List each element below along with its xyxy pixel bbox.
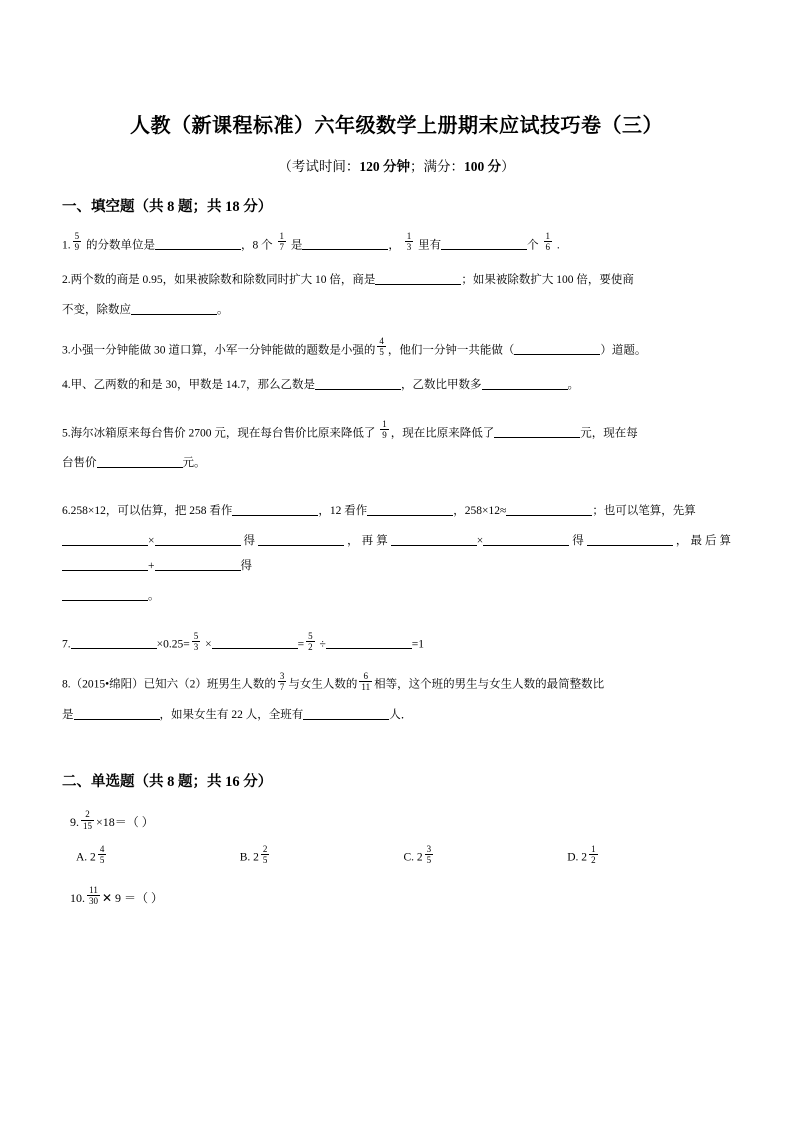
exam-meta <box>62 158 731 177</box>
q8-text-5: ，如果女生有 22 人，全班有 <box>159 708 304 721</box>
q6-blank-9[interactable] <box>587 534 673 546</box>
q8-text-4: 是 <box>62 708 74 721</box>
q6-text-3: ，258×12≈ <box>453 504 507 517</box>
exam-meta-prefix: （考试时间： <box>278 159 360 174</box>
q9-option-b-label: B. 2 <box>239 851 259 864</box>
q8-blank-2[interactable] <box>303 708 389 720</box>
q1-text-5: 里有 <box>415 238 442 251</box>
section-heading-multiple-choice <box>62 772 731 794</box>
section1-suffix: 分） <box>239 198 273 215</box>
q8-text-2: 与女生人数的 <box>288 678 358 691</box>
q7-text-5: =1 <box>411 638 425 651</box>
q6-blank-10[interactable] <box>62 559 148 571</box>
q4-text-2: ，乙数比甲数多 <box>401 378 482 391</box>
q2-text-4: 。 <box>217 303 229 316</box>
q6-blank-4[interactable] <box>62 534 148 546</box>
q8-text-3: 相等，这个班的男生与女生人数的最简整数比 <box>374 678 605 691</box>
q6-text-11: + <box>148 560 155 573</box>
section2-mid: 题；共 <box>174 774 226 791</box>
q6-text-1: 258×12，可以估算，把 258 看作 <box>70 504 233 517</box>
q5-fraction: $\frac{1}{9}$ <box>382 419 387 441</box>
q4-number: 4. <box>62 378 71 391</box>
q6-text-13: 。 <box>148 590 160 603</box>
q9-option-b[interactable] <box>240 845 404 869</box>
exam-total-score: 100 分 <box>464 159 502 174</box>
q7-text-2: × <box>202 638 212 651</box>
question-2-cont <box>62 298 731 324</box>
q1-number: 1. <box>62 238 71 251</box>
q6-text-2: ，12 看作 <box>318 504 368 517</box>
q6-blank-2[interactable] <box>367 504 453 516</box>
q9-option-c[interactable] <box>404 845 568 869</box>
q6-number: 6. <box>62 504 71 517</box>
q7-blank-3[interactable] <box>326 638 412 650</box>
question-7 <box>62 632 731 658</box>
q2-text-3: 不变，除数应 <box>62 303 131 316</box>
q9-option-b-fraction: $\frac{2}{5}$ <box>262 843 268 866</box>
q7-fraction-1: $\frac{5}{3}$ <box>193 630 199 652</box>
q7-text-1: ×0.25= <box>156 638 190 651</box>
q6-text-4: ；也可以笔算，先算 <box>592 504 696 517</box>
q9-text: ×18＝（ ） <box>96 815 154 830</box>
question-4 <box>62 373 731 399</box>
q3-fraction: $\frac{4}{5}$ <box>379 335 384 358</box>
q1-blank-2[interactable] <box>302 238 388 250</box>
question-6-cont-2 <box>62 584 731 610</box>
question-3 <box>62 335 731 364</box>
section1-score: 18 <box>225 198 240 215</box>
q4-text-1: 甲、乙两数的和是 30，甲数是 14.7，那么乙数是 <box>70 378 315 391</box>
q9-option-a-fraction: $\frac{4}{5}$ <box>99 843 105 866</box>
q6-text-12: 得 <box>240 560 252 573</box>
question-5-cont <box>62 451 731 477</box>
q8-text-6: 人． <box>389 708 413 721</box>
q9-option-d[interactable] <box>567 845 731 869</box>
section2-count: 8 <box>167 774 175 791</box>
q3-number: 3. <box>62 343 71 356</box>
q1-text-3: 是 <box>288 238 303 251</box>
q6-blank-6[interactable] <box>258 534 344 546</box>
q1-text-6: 个 <box>527 238 542 251</box>
question-10-stem <box>62 886 731 911</box>
q1-fraction-4: $\frac{1}{6}$ <box>545 231 550 253</box>
q7-blank-1[interactable] <box>71 638 157 650</box>
section2-prefix: 二、单选题（共 <box>62 774 168 791</box>
q2-blank-2[interactable] <box>131 303 217 315</box>
q6-blank-11[interactable] <box>155 559 241 571</box>
q10-fraction: $\frac{11}{30}$ <box>89 884 98 907</box>
q1-fraction-2: $\frac{1}{7}$ <box>279 231 284 253</box>
q1-fraction-1: $\frac{5}{9}$ <box>74 231 80 253</box>
q6-text-7: ，再算 <box>344 534 391 547</box>
section-heading-fill-in <box>62 197 731 219</box>
q8-fraction-1: $\frac{3}{7}$ <box>279 670 285 693</box>
q2-blank-1[interactable] <box>375 273 461 285</box>
exam-meta-suffix: ） <box>501 159 515 174</box>
q5-text-1: 海尔冰箱原来每台售价 2700 元，现在每台售价比原来降低了 <box>70 426 379 439</box>
q9-number: 9. <box>70 815 79 830</box>
q9-option-d-label: D. 2 <box>567 851 588 864</box>
q5-text-3: 元，现在每 <box>580 426 638 439</box>
q6-blank-7[interactable] <box>391 534 477 546</box>
q10-text: ✕ 9 ＝（ ） <box>102 890 164 905</box>
q9-option-c-fraction: $\frac{3}{5}$ <box>426 843 432 866</box>
page-title: 人教（新课程标准）六年级数学上册期末应试技巧卷（三） <box>130 115 663 137</box>
q1-text-1: 的分数单位是 <box>83 238 155 251</box>
q2-text-1: 两个数的商是 0.95，如果被除数和除数同时扩大 10 倍，商是 <box>70 273 376 286</box>
q6-text-5: × <box>148 534 155 547</box>
q6-text-8: × <box>476 534 484 547</box>
question-8-cont <box>62 703 731 729</box>
q8-fraction-2: $\frac{6}{11}$ <box>361 670 371 693</box>
q6-blank-12[interactable] <box>62 589 148 601</box>
q2-text-2: ；如果被除数扩大 100 倍，要使商 <box>461 273 634 286</box>
q5-text-4: 台售价 <box>62 456 97 469</box>
q5-text-2: ，现在比原来降低了 <box>390 426 495 439</box>
section2-score: 16 <box>225 774 240 791</box>
question-9-stem <box>62 810 731 835</box>
q6-text-6: 得 <box>240 534 259 547</box>
q1-text-2: ，8 个 <box>241 238 276 251</box>
q7-blank-2[interactable] <box>212 638 298 650</box>
q4-blank-2[interactable] <box>482 378 568 390</box>
q2-number: 2. <box>62 273 71 286</box>
question-2 <box>62 268 731 294</box>
question-6 <box>62 499 731 525</box>
q6-blank-3[interactable] <box>506 504 592 516</box>
question-8 <box>62 672 731 698</box>
section1-count: 8 <box>167 198 175 215</box>
q8-blank-1[interactable] <box>74 708 160 720</box>
q9-option-c-label: C. 2 <box>403 851 423 864</box>
q5-number: 5. <box>62 426 71 439</box>
section2-suffix: 分） <box>239 774 273 791</box>
q6-text-10: ，最后算 <box>672 534 732 547</box>
q7-fraction-2: $\frac{5}{2}$ <box>308 630 313 652</box>
exam-duration: 120 分钟 <box>359 159 410 174</box>
question-6-cont-1 <box>62 529 731 581</box>
q1-blank-3[interactable] <box>441 238 527 250</box>
q4-blank-1[interactable] <box>315 378 401 390</box>
q6-blank-8[interactable] <box>483 534 569 546</box>
q3-text-3: ）道题。 <box>600 343 647 356</box>
section1-mid: 题；共 <box>174 198 226 215</box>
q5-blank-2[interactable] <box>97 456 183 468</box>
q10-number: 10. <box>70 890 85 905</box>
q3-text-1: 小强一分钟能做 30 道口算，小军一分钟能做的题数是小强的 <box>70 343 376 356</box>
q9-option-d-fraction: $\frac{1}{2}$ <box>591 843 596 866</box>
question-9-options <box>62 845 731 869</box>
q7-number: 7. <box>62 638 71 651</box>
q7-text-4: ÷ <box>316 638 326 651</box>
q9-option-a[interactable] <box>76 845 240 869</box>
q6-blank-5[interactable] <box>155 534 241 546</box>
q5-text-5: 元。 <box>182 456 206 469</box>
q1-blank-1[interactable] <box>155 238 241 250</box>
section1-prefix: 一、填空题（共 <box>62 198 168 215</box>
q5-blank-1[interactable] <box>494 426 580 438</box>
q4-text-3: 。 <box>567 378 579 391</box>
q1-fraction-3: $\frac{1}{3}$ <box>406 231 412 253</box>
q8-text-1: （2015•绵阳）已知六（2）班男生人数的 <box>70 678 276 691</box>
question-1 <box>62 233 731 259</box>
q3-blank-1[interactable] <box>514 343 600 355</box>
q1-text-7: . <box>554 238 560 251</box>
exam-meta-mid: ；满分： <box>410 159 464 174</box>
q3-text-2: ，他们一分钟一共能做（ <box>387 343 515 356</box>
q9-fraction: $\frac{2}{15}$ <box>83 809 92 831</box>
question-5 <box>62 421 731 447</box>
q6-text-9: 得 <box>569 534 587 547</box>
q7-text-3: = <box>297 638 305 651</box>
q9-option-a-label: A. 2 <box>76 851 96 864</box>
q8-number: 8. <box>62 678 71 691</box>
q1-text-4: ， <box>388 238 403 251</box>
q6-blank-1[interactable] <box>232 504 318 516</box>
